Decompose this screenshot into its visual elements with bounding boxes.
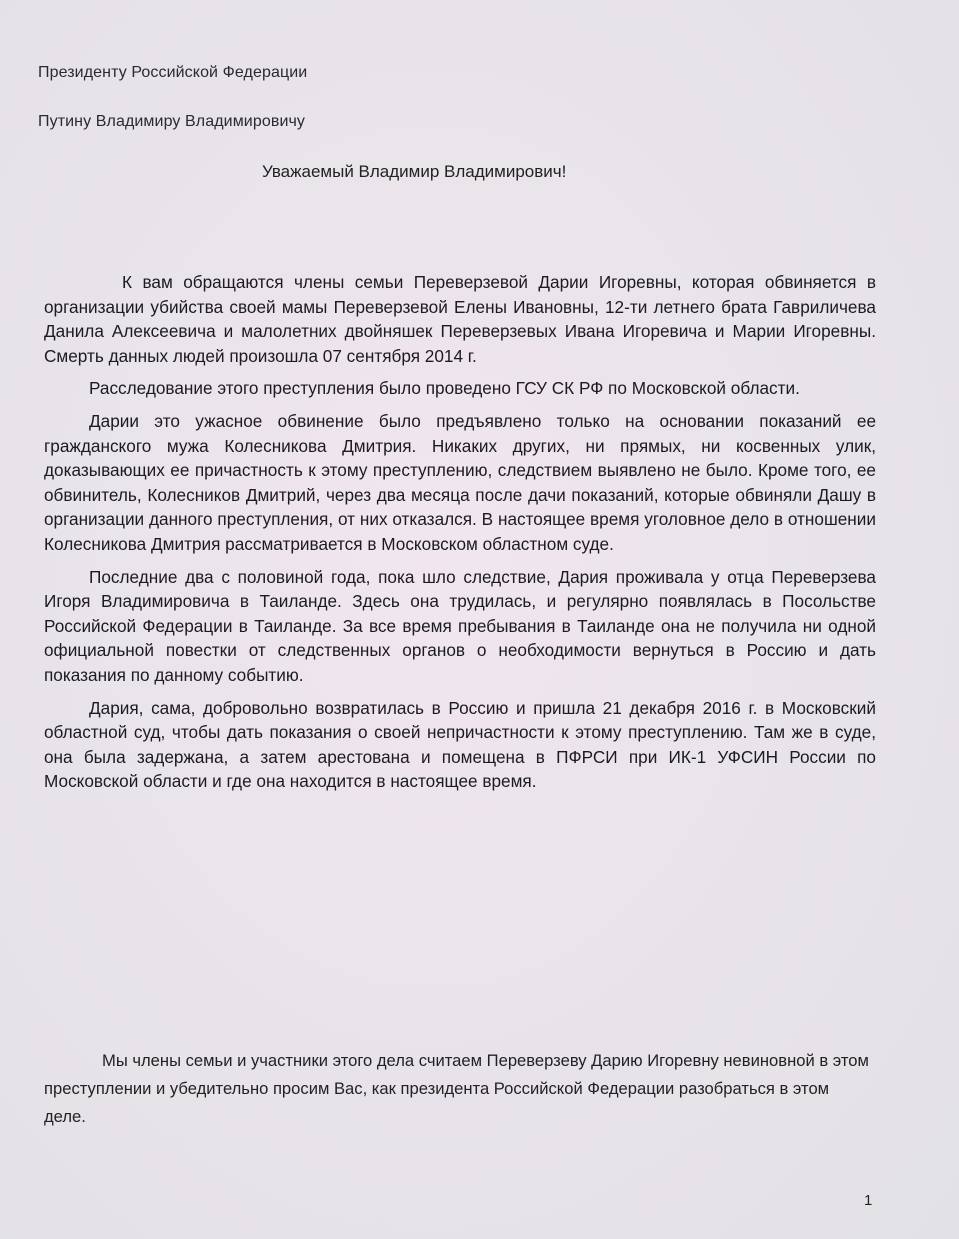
salutation: Уважаемый Владимир Владимирович! (262, 162, 567, 181)
paragraph-appeal: К вам обращаются члены семьи Переверзевой Дарии Игоревны, которая обвиняется в организации убийства своей мамы Переверзевой Елены Ивановны, 12-ти летнего брата Гавриличева Данила Алексеевича и малолетних двойняшек Переверзевых Ивана Игоревича и Марии Игоревны. Смерть данных людей произошла 07 сентября 2014 г. (44, 272, 876, 366)
letter-body (44, 270, 876, 802)
paragraph-investigation: Расследование этого преступления было проведено ГСУ СК РФ по Московской области. (89, 378, 800, 399)
paragraph-thailand: Последние два с половиной года, пока шло следствие, Дария проживала у отца Переверзева Игоря Владимировича в Таиланде. Здесь она трудилась, и регулярно появлялась в Посольстве Российской Федерации в Таиланде. За все время пребывания в Таиланде она не получила ни одной официальной повестки от следственных органов о необходимости вернуться в Россию и дать показания по данному событию. (44, 566, 876, 685)
closing-request (44, 1047, 874, 1131)
page-number: 1 (864, 1192, 873, 1209)
recipient-title: Президенту Российской Федерации (38, 64, 308, 81)
closing-paragraph: Мы члены семьи и участники этого дела считаем Переверзеву Дарию Игоревну невиновной в этом преступлении и убедительно просим Вас, как президента Российской Федерации разобраться в этом деле. (44, 1051, 869, 1126)
paragraph-arrest: Дария, сама, добровольно возвратилась в Россию и пришла 21 декабря 2016 г. в Московский областной суд, чтобы дать показания о своей непричастности к этому преступлению. Там же в суде, она была задержана, а затем арестована и помещена в ПФРСИ при ИК-1 УФСИН России по Московской области и где она находится в настоящее время. (44, 697, 876, 792)
recipient-name: Путину Владимиру Владимировичу (38, 113, 306, 130)
paragraph-accusation: Дарии это ужасное обвинение было предъявлено только на основании показаний ее гражданского мужа Колесникова Дмитрия. Никаких других, ни прямых, ни косвенных улик, доказывающих ее причастность к этому преступлению, следствием выявлено не было. Кроме того, ее обвинитель, Колесников Дмитрий, через два месяца после дачи показаний, которые обвиняли Дашу в организации данного преступления, от них отказался. В настоящее время уголовное дело в отношении Колесникова Дмитрия рассматривается в Московском областном суде. (44, 410, 876, 554)
